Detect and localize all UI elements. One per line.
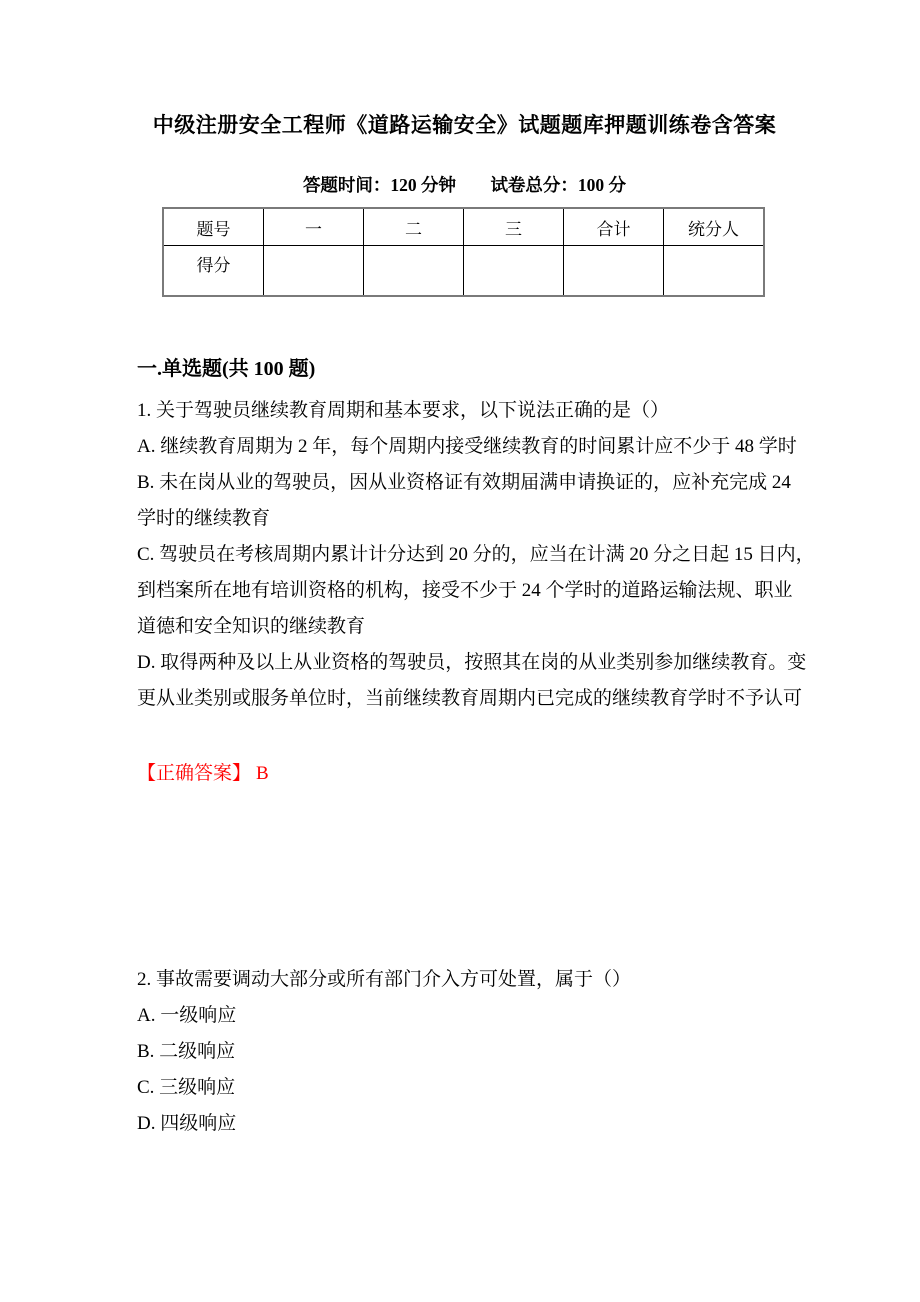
option-line-c-wrap: 道德和安全知识的继续教育	[137, 616, 366, 637]
answer-line	[137, 756, 792, 792]
score-table-header-cell: 合计	[564, 208, 664, 246]
score-table-header-row	[163, 208, 764, 246]
question-stem: 1. 关于驾驶员继续教育周期和基本要求，以下说法正确的是（）	[137, 400, 670, 421]
option-line-d-wrap: 更从业类别或服务单位时，当前继续教育周期内已完成的继续教育学时不予认可	[137, 688, 803, 709]
score-table	[162, 207, 765, 297]
score-table-header-cell: 题号	[163, 208, 264, 246]
meta-total-score: 试卷总分：100 分	[490, 175, 627, 195]
score-cell	[464, 246, 564, 297]
score-table-header-cell: 一	[264, 208, 364, 246]
question-2	[137, 962, 792, 1142]
score-cell	[264, 246, 364, 297]
score-table-score-row	[163, 246, 764, 297]
score-cell	[364, 246, 464, 297]
page-title: 中级注册安全工程师《道路运输安全》试题题库押题训练卷含答案	[152, 113, 777, 137]
section-heading: 一.单选题(共 100 题)	[137, 358, 316, 380]
option-line-d: D. 取得两种及以上从业资格的驾驶员，按照其在岗的从业类别参加继续教育。变	[137, 652, 807, 673]
option-line-a: A. 继续教育周期为 2 年，每个周期内接受继续教育的时间累计应不少于 48 学时	[137, 436, 797, 457]
option-line-a: A. 一级响应	[137, 1005, 237, 1026]
score-table-header-cell: 二	[364, 208, 464, 246]
option-line-b: B. 二级响应	[137, 1041, 236, 1062]
score-cell	[564, 246, 664, 297]
option-line-c: C. 三级响应	[137, 1077, 236, 1098]
answer-value: B	[256, 763, 269, 784]
score-table-header-cell: 三	[464, 208, 564, 246]
option-line-d: D. 四级响应	[137, 1113, 237, 1134]
score-cell	[664, 246, 765, 297]
option-line-b-wrap: 学时的继续教育	[137, 508, 271, 529]
question-stem: 2. 事故需要调动大部分或所有部门介入方可处置，属于（）	[137, 969, 632, 990]
exam-meta	[137, 174, 792, 196]
question-1	[137, 393, 815, 792]
option-line-c: C. 驾驶员在考核周期内累计计分达到 20 分的，应当在计满 20 分之日起 15 日内，	[137, 544, 815, 565]
score-table-header-cell: 统分人	[664, 208, 765, 246]
meta-answer-time: 答题时间：120 分钟	[302, 175, 457, 195]
score-table-row-label: 得分	[163, 246, 264, 297]
answer-label: 【正确答案】	[137, 763, 252, 784]
option-line-b: B. 未在岗从业的驾驶员，因从业资格证有效期届满申请换证的，应补充完成 24	[137, 472, 791, 493]
option-line-c-wrap: 到档案所在地有培训资格的机构，接受不少于 24 个学时的道路运输法规、职业	[137, 580, 793, 601]
